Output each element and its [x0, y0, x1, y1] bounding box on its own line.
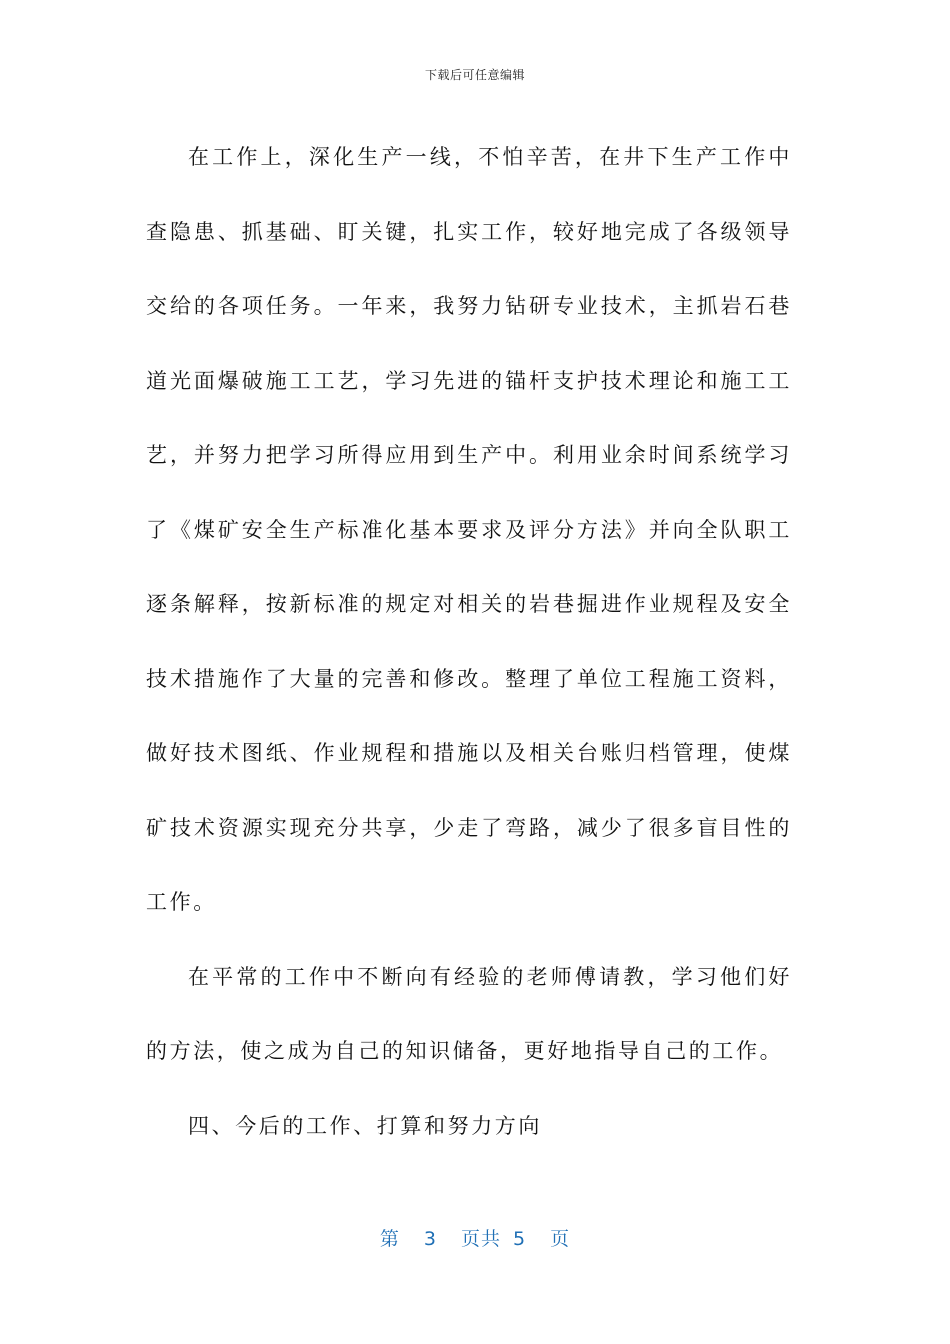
- footer-label-total: 页共: [460, 1228, 501, 1250]
- footer-label-page: 第: [379, 1228, 400, 1250]
- footer-label-end: 页: [550, 1228, 571, 1250]
- section-heading-future-plans: 四、今后的工作、打算和努力方向: [188, 1113, 542, 1138]
- header-note: 下载后可任意编辑: [424, 68, 525, 82]
- document-body: [146, 120, 792, 1163]
- paragraph-learning: 在平常的工作中不断向有经验的老师傅请教，学习他们好的方法，使之成为自己的知识储备，更好地指导自己的工作。: [146, 964, 792, 1063]
- paragraph-work-summary: 在工作上，深化生产一线，不怕辛苦，在井下生产工作中查隐患、抓基础、盯关键，扎实工作，较好地完成了各级领导交给的各项任务。一年来，我努力钻研专业技术，主抓岩石巷道光面爆破施工工艺，学习先进的锚杆支护技术理论和施工工艺，并努力把学习所得应用到生产中。利用业余时间系统学习了《煤矿安全生产标准化基本要求及评分方法》并向全队职工逐条解释，按新标准的规定对相关的岩巷掘进作业规程及安全技术措施作了大量的完善和修改。整理了单位工程施工资料，做好技术图纸、作业规程和措施以及相关台账归档管理，使煤矿技术资源实现充分共享，少走了弯路，减少了很多盲目性的工作。: [146, 145, 792, 914]
- footer-total-pages: 5: [513, 1228, 527, 1250]
- footer-current-page: 3: [423, 1228, 437, 1250]
- page-footer: [0, 1224, 950, 1251]
